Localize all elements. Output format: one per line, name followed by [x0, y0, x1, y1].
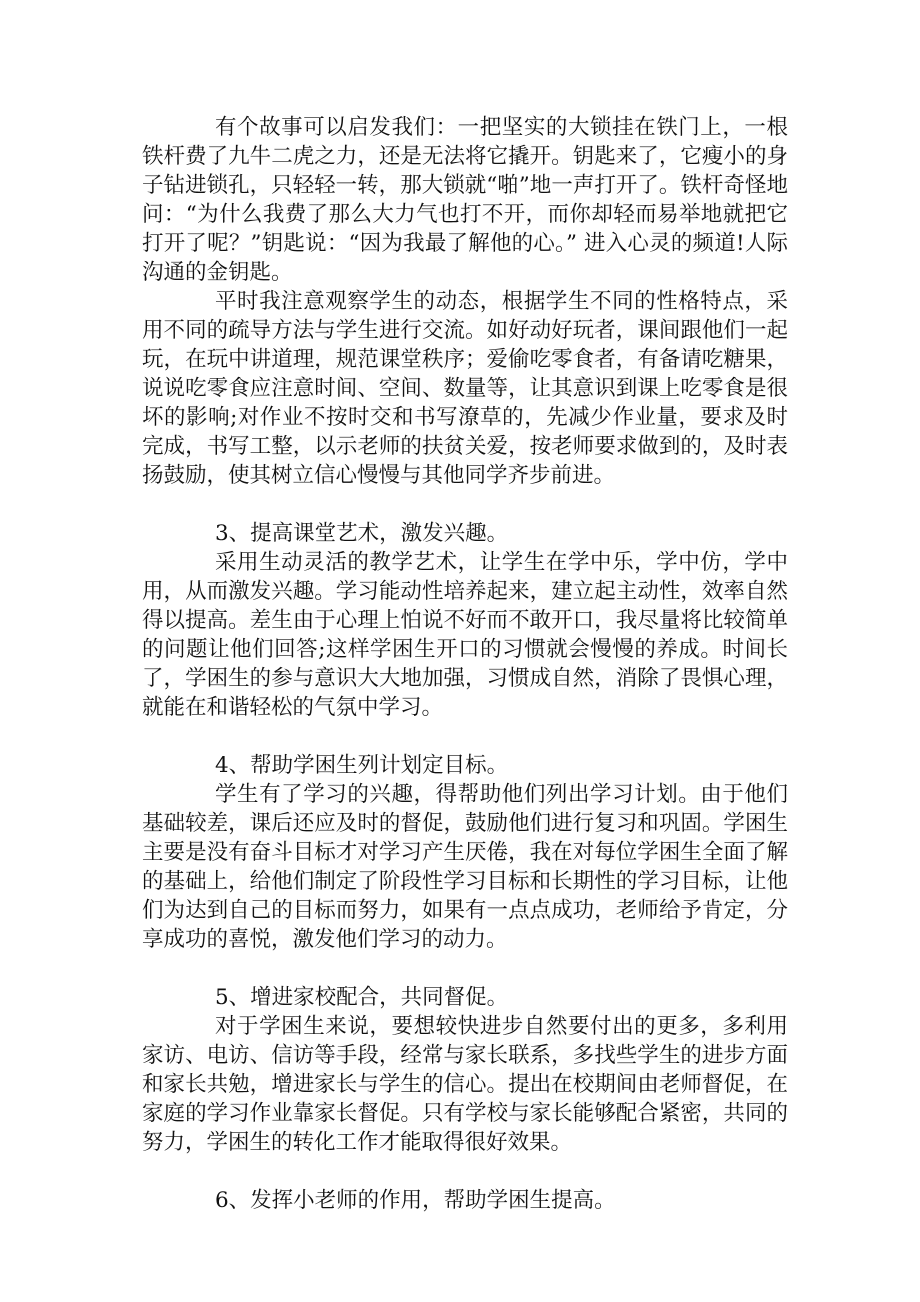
story-paragraph: 有个故事可以启发我们：一把坚实的大锁挂在铁门上，一根铁杆费了九牛二虎之力，还是无法将它撬开。钥匙来了，它瘦小的身子钻进锁孔，只轻轻一转，那大锁就“啪”地一声打开了。铁杆奇怪地问：“为什么我费了那么大力气也打不开，而你却轻而易举地就把它打开了呢？”钥匙说：“因为我最了解他的心。” 进入心灵的频道!人际沟通的金钥匙。 [142, 115, 788, 285]
section-heading-6: 6、发挥小老师的作用，帮助学困生提高。 [215, 1188, 616, 1213]
section-heading-4: 4、帮助学困生列计划定目标。 [215, 753, 509, 778]
section-5-paragraph: 对于学困生来说，要想较快进步自然要付出的更多，多利用家访、电访、信访等手段，经常与家长联系，多找些学生的进步方面和家长共勉，增进家长与学生的信心。提出在校期间由老师督促，在家庭的学习作业靠家长督促。只有学校与家长能够配合紧密，共同的努力，学困生的转化工作才能取得很好效果。 [142, 1014, 788, 1155]
document-body [142, 113, 788, 1215]
paragraph-gap [142, 954, 788, 983]
section-heading-5: 5、增进家校配合，共同督促。 [215, 985, 509, 1010]
section-4-paragraph: 学生有了学习的兴趣，得帮助他们列出学习计划。由于他们基础较差，课后还应及时的督促，鼓励他们进行复习和巩固。学困生主要是没有奋斗目标才对学习产生厌倦，我在对每位学困生全面了解的基础上，给他们制定了阶段性学习目标和长期性的学习目标，让他们为达到自己的目标而努力，如果有一点点成功，老师给予肯定，分享成功的喜悦，激发他们学习的动力。 [142, 782, 788, 952]
paragraph-gap [142, 1157, 788, 1186]
paragraph-gap [142, 722, 788, 751]
section-3-paragraph: 采用生动灵活的教学艺术，让学生在学中乐，学中仿，学中用，从而激发兴趣。学习能动性培养起来，建立起主动性，效率自然得以提高。差生由于心理上怕说不好而不敢开口，我尽量将比较简单的问题让他们回答;这样学困生开口的习惯就会慢慢的养成。时间长了，学困生的参与意识大大地加强，习惯成自然，消除了畏惧心理，就能在和谐轻松的气氛中学习。 [142, 550, 788, 720]
paragraph-gap [142, 490, 788, 519]
observation-paragraph: 平时我注意观察学生的动态，根据学生不同的性格特点，采用不同的疏导方法与学生进行交流。如好动好玩者，课间跟他们一起玩，在玩中讲道理，规范课堂秩序；爱偷吃零食者，有备请吃糖果，说说吃零食应注意时间、空间、数量等，让其意识到课上吃零食是很坏的影响;对作业不按时交和书写潦草的，先减少作业量，要求及时完成，书写工整，以示老师的扶贫关爱，按老师要求做到的，及时表扬鼓励，使其树立信心慢慢与其他同学齐步前进。 [142, 289, 788, 488]
section-heading-3: 3、提高课堂艺术，激发兴趣。 [215, 521, 509, 546]
